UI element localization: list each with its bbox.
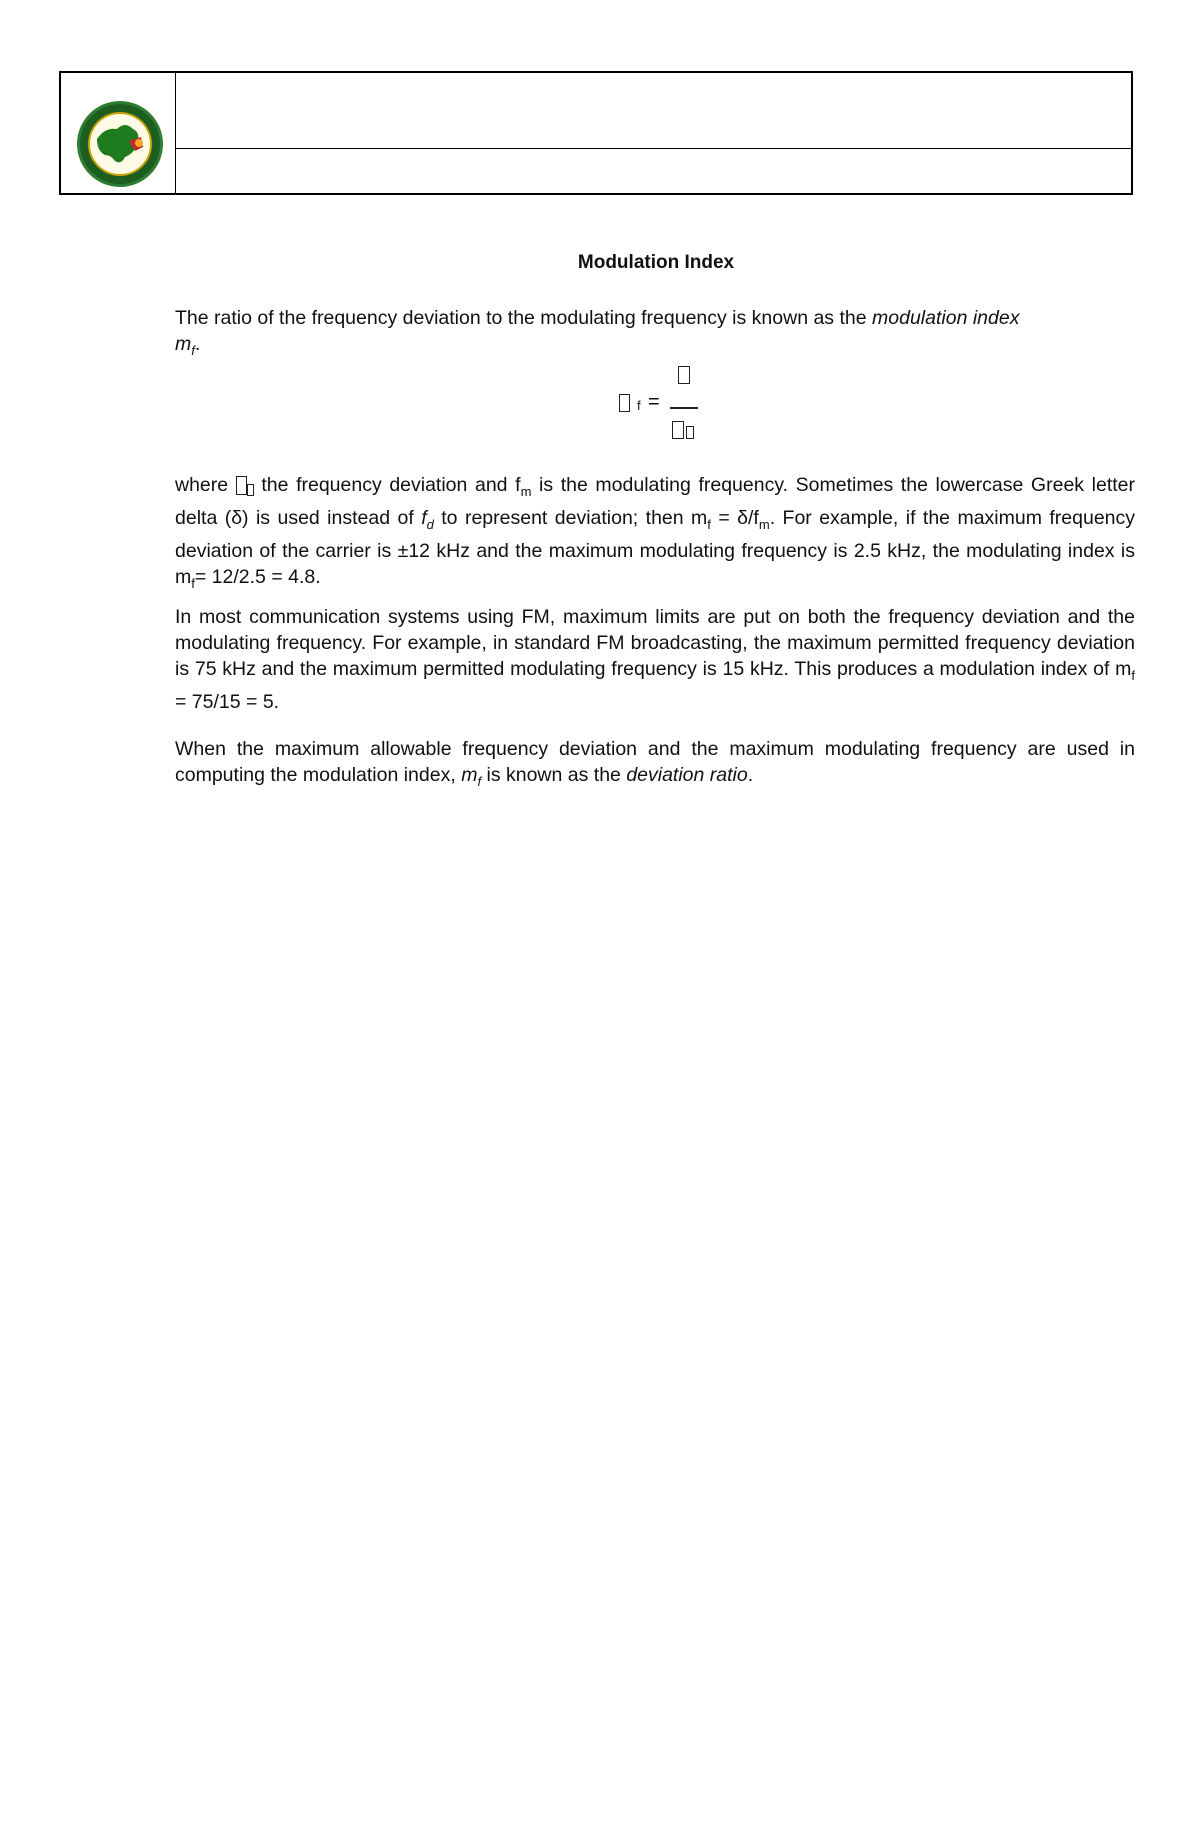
- p2-where: where: [175, 474, 236, 496]
- p3-end: = 75/15 = 5.: [175, 690, 280, 713]
- p4-text: When the maximum allowable frequency deviation and the maximum modulating frequency are used in computing the modulation index,: [175, 738, 1135, 786]
- p4-var-sub: f: [477, 773, 482, 789]
- p2-text-2: is the modulating frequency. Sometimes the lowercase Greek letter delta (δ) is used instead of: [175, 474, 1135, 529]
- paragraph-fm-limits: [175, 604, 1135, 715]
- header-subtitle-cell: [176, 149, 1131, 193]
- formula-missing-glyph-icon: [619, 394, 630, 412]
- p2-text-3: to represent deviation; then m: [433, 506, 708, 529]
- formula-lhs-sub: f: [637, 398, 641, 413]
- formula-numerator-glyph-icon: [678, 366, 690, 384]
- p2-text-6: = 12/2.5 = 4.8.: [194, 565, 321, 588]
- paragraph-definition: [175, 305, 1135, 364]
- p1-var: m: [175, 333, 192, 355]
- delta-f-glyph-icon: [236, 476, 247, 495]
- p2-sub-1: m: [520, 483, 532, 499]
- p2-text-5: . For example, if the maximum frequency deviation of the carrier is ±12 kHz and the maximum modulating frequency is 2.5 kHz, the modulating index is m: [175, 506, 1136, 588]
- p2-text-1: the frequency deviation and f: [253, 474, 521, 496]
- paragraph-where: [175, 472, 1135, 597]
- logo-cell: [61, 73, 176, 193]
- p2-var: f: [421, 506, 427, 529]
- modulation-index-formula: [615, 360, 725, 450]
- p3-sub: f: [1131, 667, 1135, 683]
- p1-text: The ratio of the frequency deviation to the modulating frequency is known as the: [175, 307, 873, 329]
- header-table: [59, 71, 1133, 195]
- formula-denominator-glyph-icon: [672, 421, 684, 439]
- p2-sub-4: f: [191, 575, 195, 591]
- p4-var: m: [461, 764, 478, 786]
- paragraph-deviation-ratio: [175, 736, 1135, 795]
- p3-text: In most communication systems using FM, maximum limits are put on both the frequency deviation and the modulating frequency. For example, in standard FM broadcasting, the maximum permitted frequency deviation is 75 kHz and the maximum permitted modulating frequency is 15 kHz. This produces a modulation index of m: [175, 606, 1135, 680]
- p1-end: .: [194, 333, 201, 355]
- university-seal-logo: [75, 99, 165, 189]
- formula-fraction-bar: [670, 407, 698, 409]
- p2-sub-2: f: [707, 516, 711, 532]
- delta-f-sub-glyph-icon: [247, 484, 254, 496]
- p2-text-4: = δ/f: [710, 506, 759, 529]
- p1-var-sub: f: [191, 342, 195, 358]
- page-title: Modulation Index: [577, 252, 735, 273]
- p2-var-sub: d: [426, 516, 434, 532]
- header-title-cell: [176, 73, 1131, 149]
- p4-term: deviation ratio: [626, 764, 748, 786]
- formula-denominator-sub-glyph-icon: [686, 426, 694, 439]
- p4-end: .: [747, 764, 754, 786]
- p2-sub-3: m: [758, 516, 770, 532]
- p4-text-2: is known as the: [481, 764, 627, 786]
- p1-term: modulation index: [872, 307, 1020, 329]
- formula-equals: =: [648, 391, 660, 413]
